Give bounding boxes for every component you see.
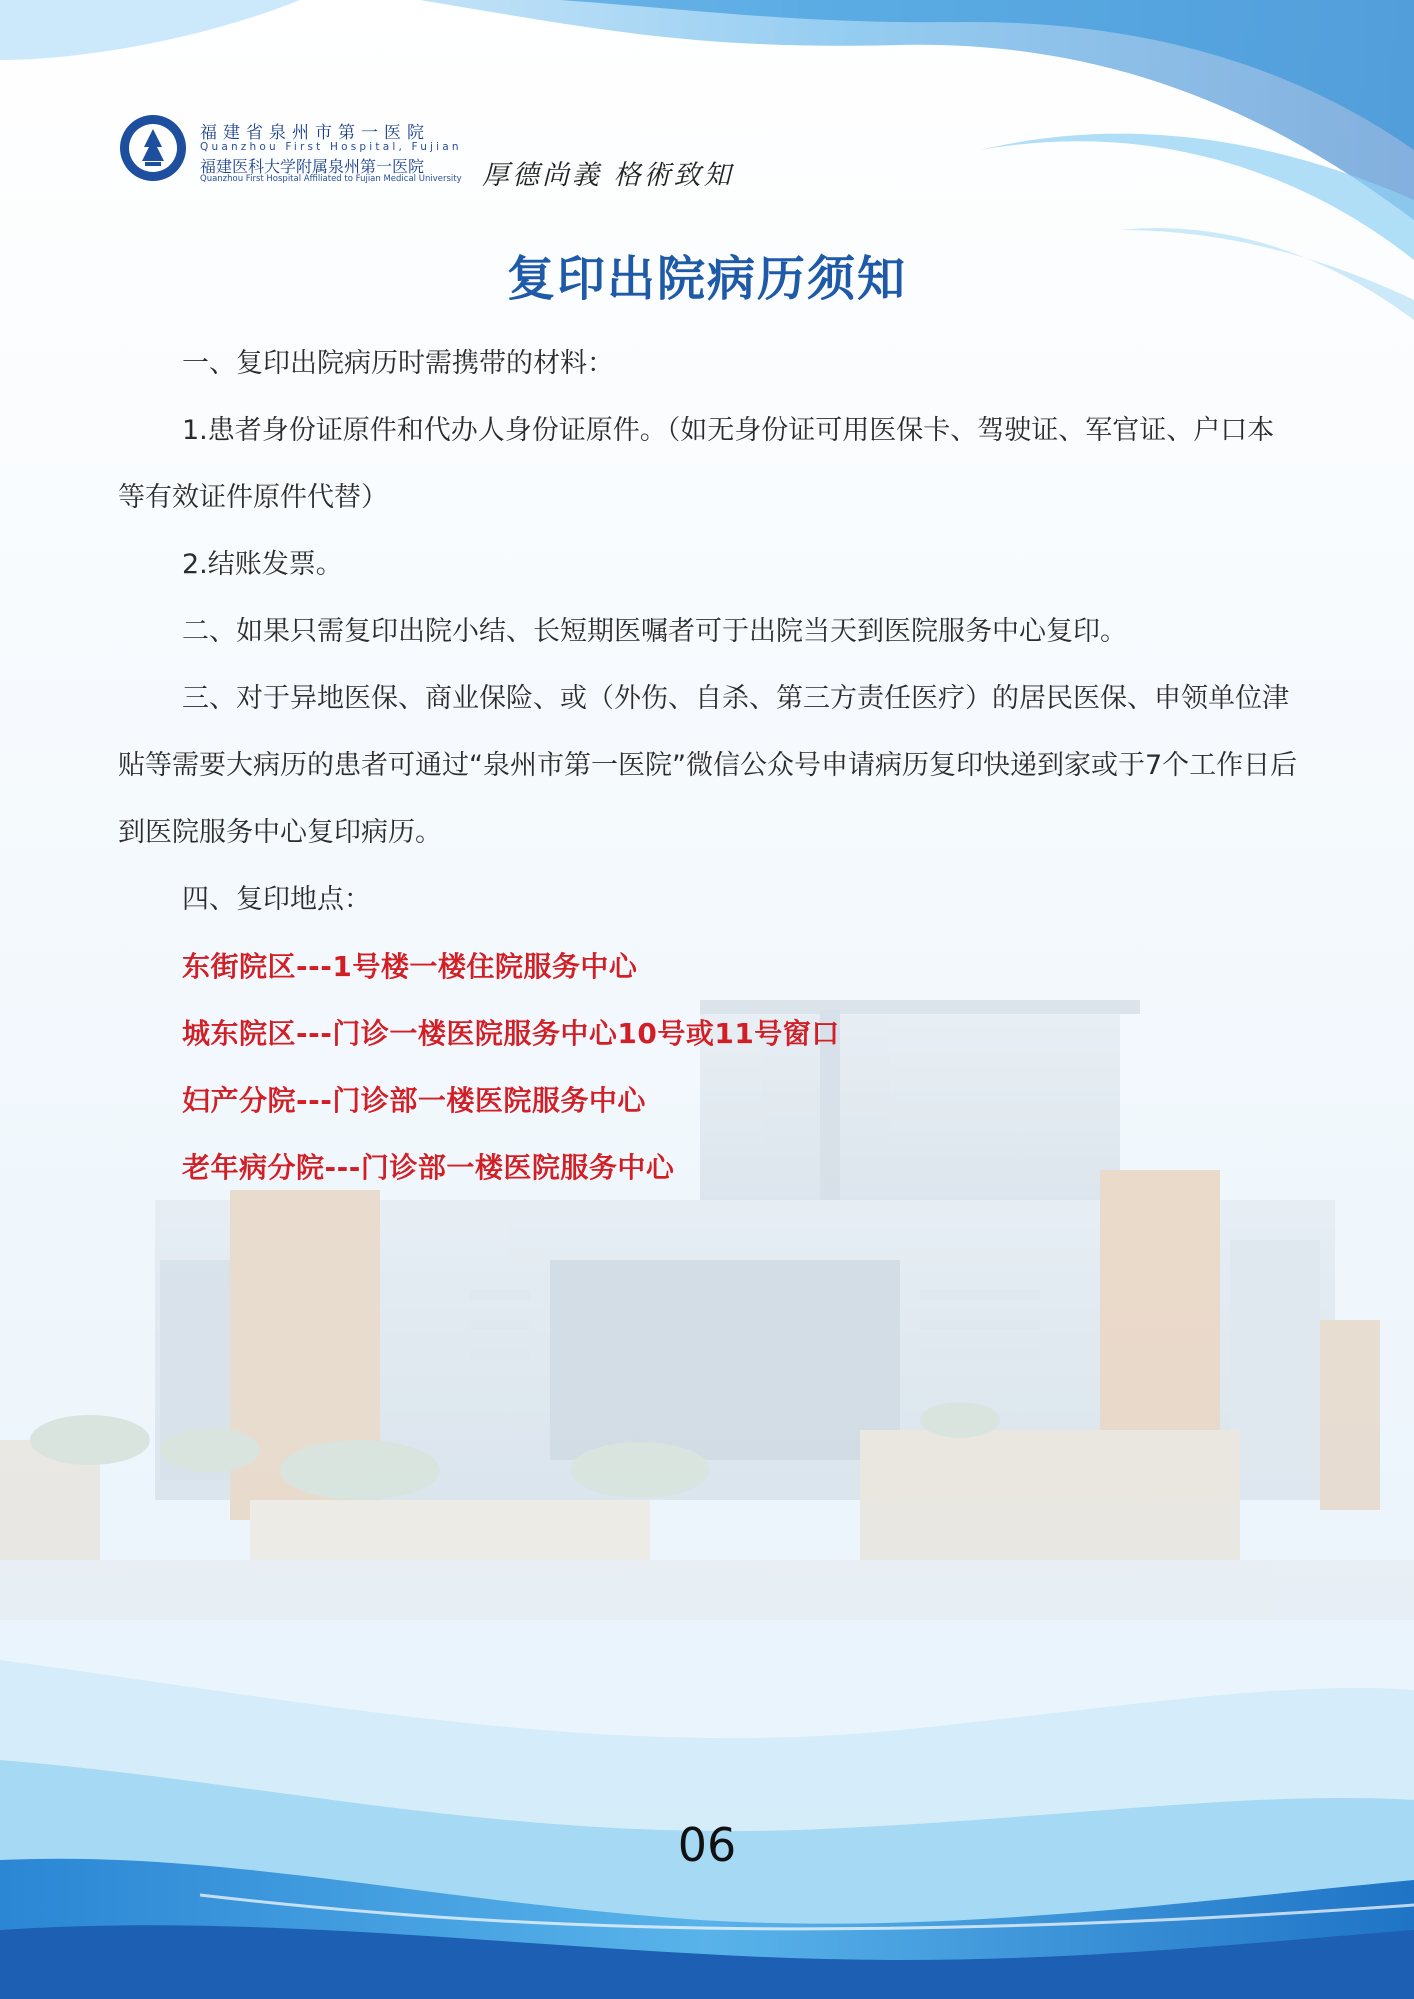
hospital-name-en: Quanzhou First Hospital, Fujian bbox=[200, 141, 462, 153]
location-item: 老年病分院---门诊部一楼医院服务中心 bbox=[182, 1151, 675, 1184]
hospital-logo-icon bbox=[118, 113, 188, 183]
hospital-affiliation-en: Quanzhou First Hospital Affiliated to Fujian Medical University bbox=[200, 174, 462, 184]
hospital-name-cn: 福建省泉州市第一医院 bbox=[200, 123, 430, 143]
location-item: 妇产分院---门诊部一楼医院服务中心 bbox=[182, 1084, 646, 1117]
hospital-motto: 厚德尚義 格術致知 bbox=[482, 160, 734, 191]
paragraph-locations-heading: 四、复印地点： bbox=[182, 884, 371, 915]
location-item: 东街院区---1号楼一楼住院服务中心 bbox=[182, 950, 638, 983]
paragraph-full-record: 三、对于异地医保、商业保险、或（外伤、自杀、第三方责任医疗）的居民医保、申领单位津贴等需要大病历的患者可通过“泉州市第一医院”微信公众号申请病历复印快递到家或于7个工作日后到医院服务中心复印病历。 bbox=[118, 683, 1298, 848]
page-number: 06 bbox=[677, 1818, 737, 1872]
paragraph-invoice: 2.结账发票。 bbox=[182, 549, 343, 580]
paragraph-materials-heading: 一、复印出院病历时需携带的材料： bbox=[182, 348, 614, 379]
location-item: 城东院区---门诊一楼医院服务中心10号或11号窗口 bbox=[182, 1017, 840, 1050]
paragraph-summary-copy: 二、如果只需复印出院小结、长短期医嘱者可于出院当天到医院服务中心复印。 bbox=[182, 616, 1127, 647]
hospital-affiliation-cn: 福建医科大学附属泉州第一医院 bbox=[200, 157, 425, 176]
paragraph-id-documents: 1.患者身份证原件和代办人身份证原件。（如无身份证可用医保卡、驾驶证、军官证、户口本等有效证件原件代替） bbox=[118, 415, 1275, 513]
page-title: 复印出院病历须知 bbox=[506, 251, 907, 307]
notice-body bbox=[118, 330, 1298, 1201]
